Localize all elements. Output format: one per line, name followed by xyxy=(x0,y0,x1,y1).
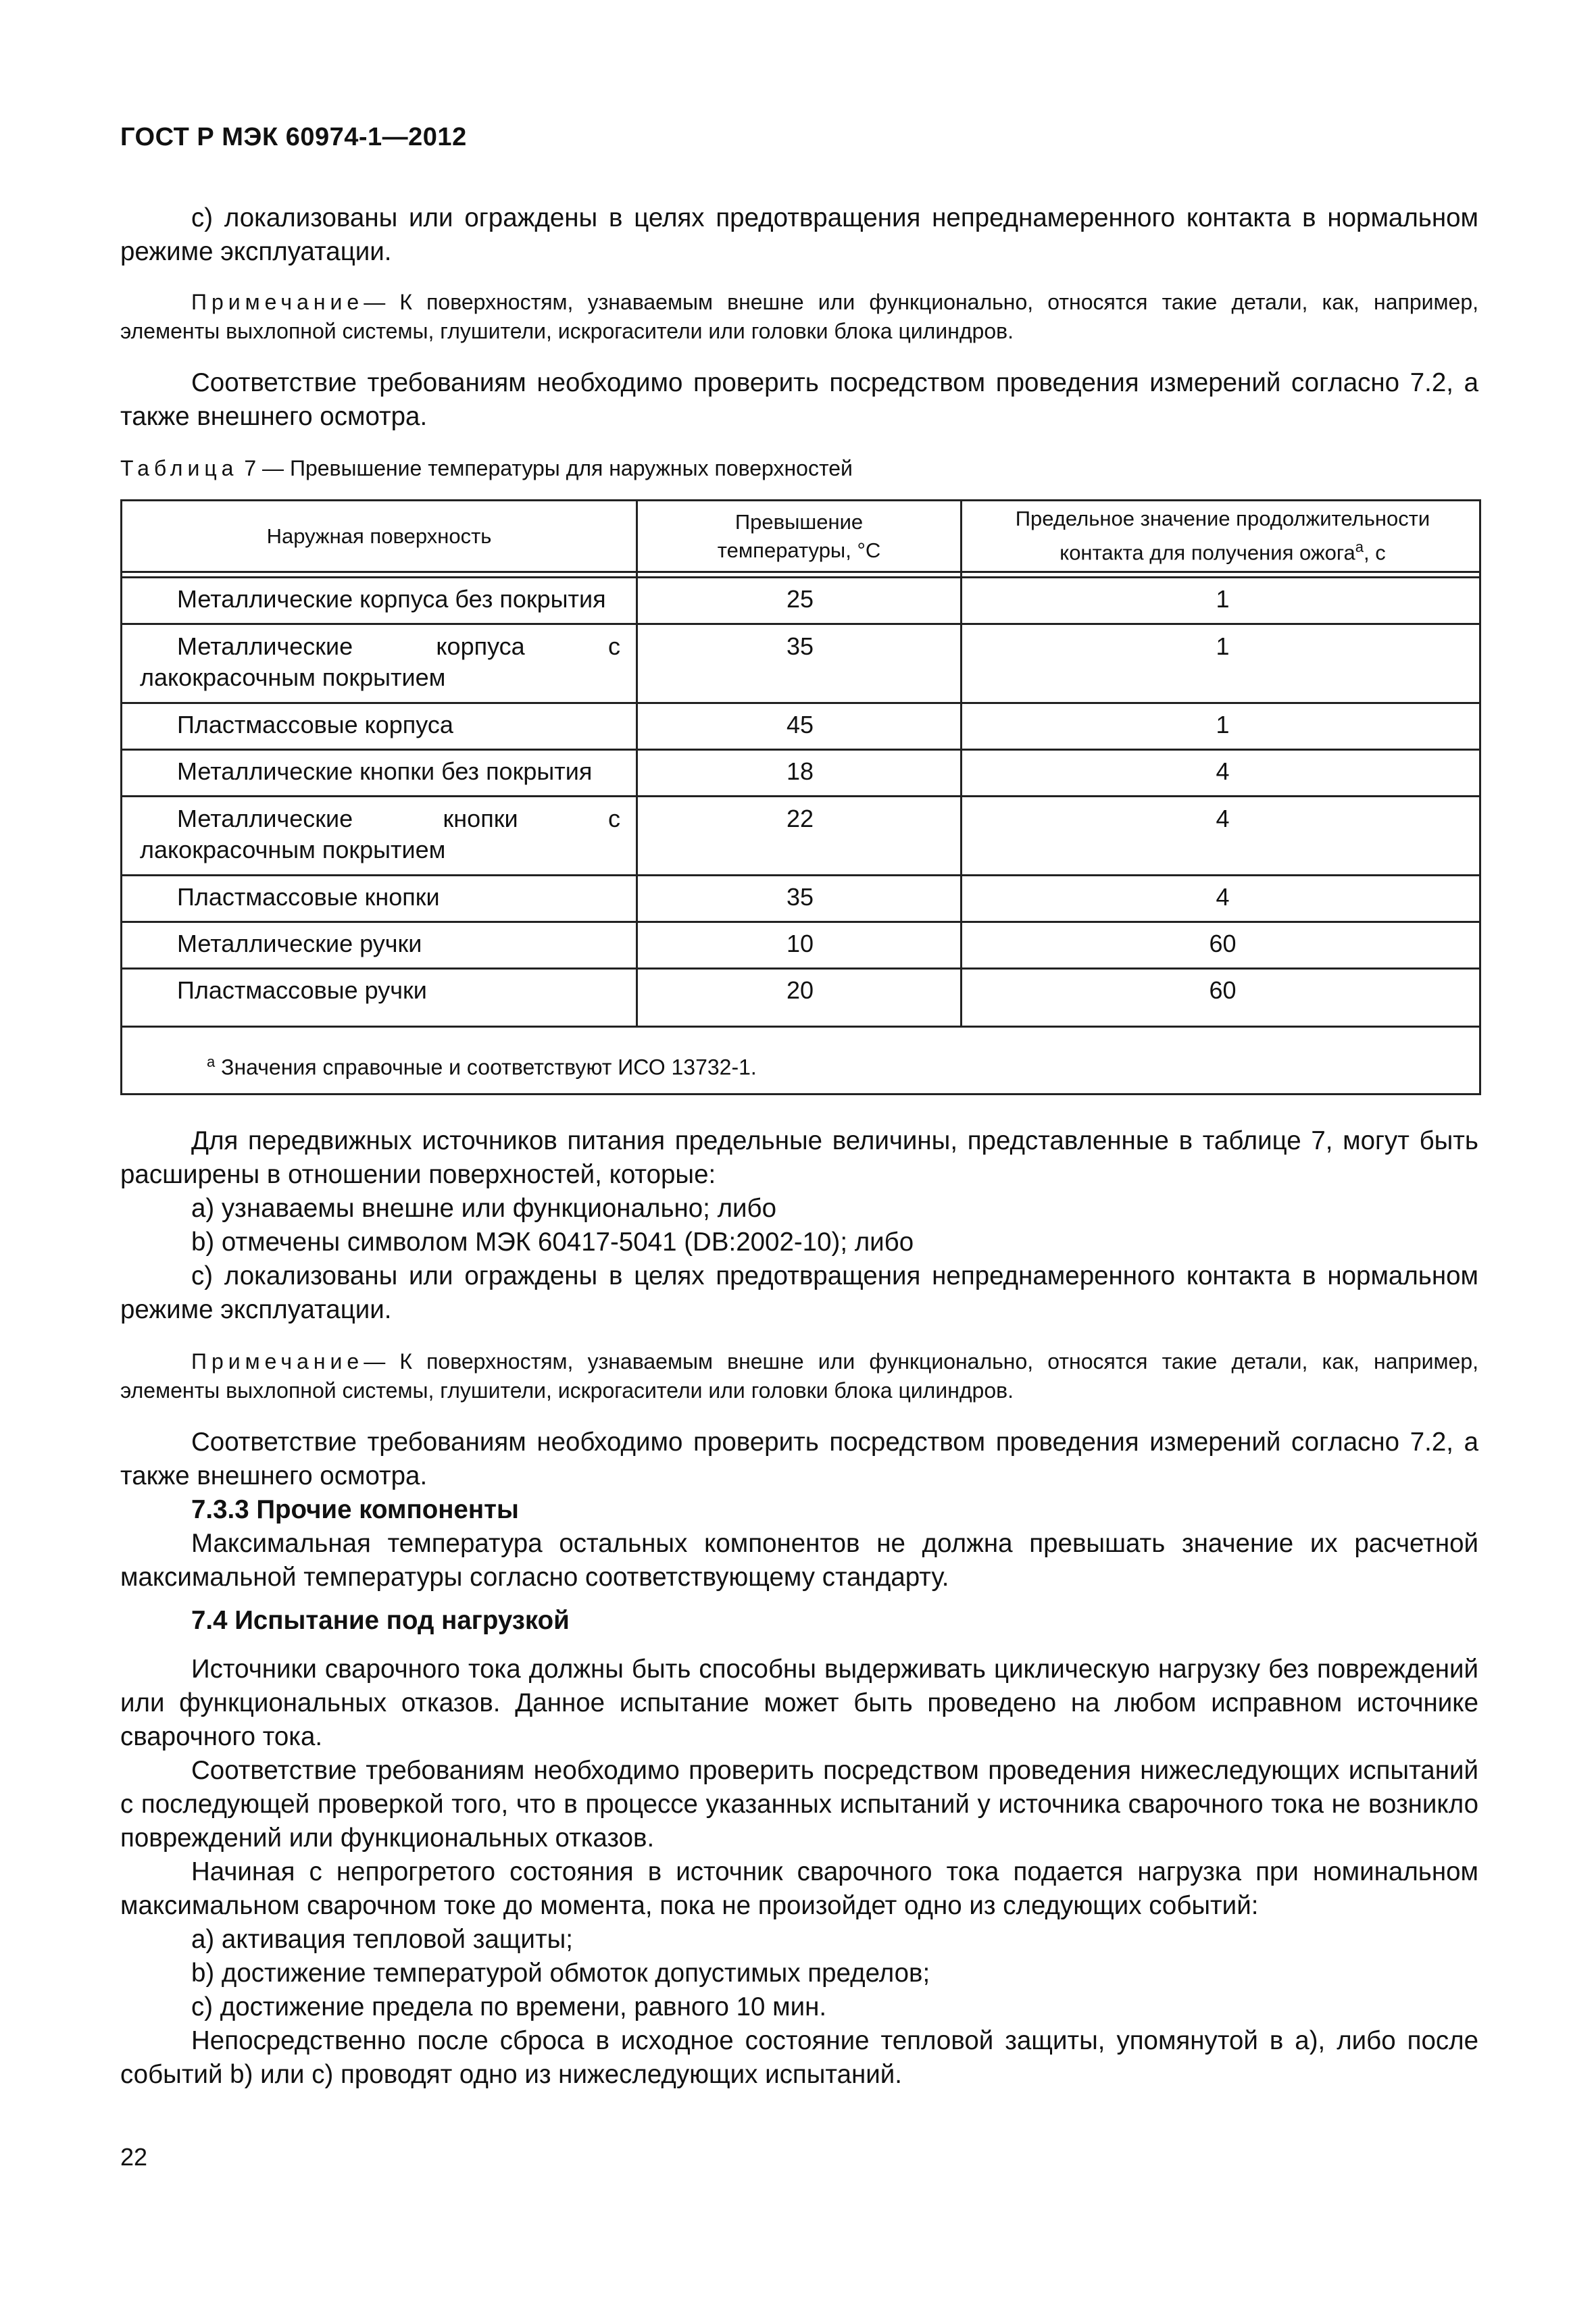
paragraph-item-c: c) локализованы или ограждены в целях предотвращения непреднамеренного контакта в нормальном режиме эксплуатации. xyxy=(120,203,1478,266)
footnote-text: Значения справочные и соответствуют ИСО 13732-1. xyxy=(215,1055,757,1080)
footnote-mark: a xyxy=(207,1053,216,1070)
note-label: Примечание xyxy=(191,1349,364,1374)
document-header: ГОСТ Р МЭК 60974-1—2012 xyxy=(120,123,467,151)
compliance-paragraph: Соответствие требованиям необходимо проверить посредством проведения измерений согласно 7.2, а также внешнего осмотра. xyxy=(120,1428,1478,1490)
table-header-surface: Наружная поверхность xyxy=(266,524,492,548)
temperature-table xyxy=(120,499,1481,1095)
table-row-rise: 35 xyxy=(786,632,814,660)
table-row-rise: 25 xyxy=(786,585,814,613)
table-header-time xyxy=(962,501,1483,571)
list-item: a) активация тепловой защиты; xyxy=(191,1925,573,1954)
table-row-time: 60 xyxy=(1209,976,1237,1004)
table-label: Таблица xyxy=(120,456,239,480)
table-row-rise: 20 xyxy=(786,976,814,1004)
table-row-rise: 10 xyxy=(786,930,814,957)
compliance-paragraph: Соответствие требованиям необходимо проверить посредством проведения измерений согласно 7.2, а также внешнего осмотра. xyxy=(120,368,1478,431)
table-row-time: 60 xyxy=(1209,930,1237,957)
table-footnote xyxy=(122,1047,1483,1082)
table-row-time: 4 xyxy=(1216,757,1230,785)
table-row-rise: 45 xyxy=(786,711,814,738)
table-row-surface: Металлические кнопки без покрытия xyxy=(177,757,593,785)
table-divider xyxy=(122,576,1479,578)
body-paragraph: Для передвижных источников питания предельные величины, представленные в таблице 7, могут быть расширены в отношении поверхностей, которые: xyxy=(120,1126,1478,1189)
note-label: Примечание xyxy=(191,290,364,314)
page-number: 22 xyxy=(120,2143,148,2171)
table-divider xyxy=(122,571,1479,573)
body-paragraph: Начиная с непрогретого состояния в источник сварочного тока подается нагрузка при номинальном максимальном сварочном токе до момента, пока не произойдет одно из следующих событий: xyxy=(120,1857,1478,1920)
table-header-time-text: Предельное значение продолжительности контакта для получения ожога$^a$, с xyxy=(1015,507,1430,565)
table-divider xyxy=(122,874,1479,876)
table-row-time: 1 xyxy=(1216,711,1230,738)
table-caption: 7 — Превышение температуры для наружных поверхностей xyxy=(244,456,853,480)
table-row-rise: 22 xyxy=(786,805,814,832)
body-paragraph: Соответствие требованиям необходимо проверить посредством проведения нижеследующих испытаний с последующей проверкой того, что в процессе указанных испытаний у источника сварочного тока не возникло повреждений или функциональных отказов. xyxy=(120,1756,1478,1853)
list-item: c) локализованы или ограждены в целях предотвращения непреднамеренного контакта в нормальном режиме эксплуатации. xyxy=(120,1261,1478,1324)
list-item: b) достижение температурой обмоток допустимых пределов; xyxy=(191,1959,930,1988)
table-divider xyxy=(122,967,1479,970)
table-row-surface: Металлические корпуса с лакокрасочным покрытием xyxy=(140,632,620,691)
table-row-time: 1 xyxy=(1216,585,1230,613)
list-item: b) отмечены символом МЭК 60417-5041 (DB:2002-10); либо xyxy=(191,1228,914,1257)
note-paragraph xyxy=(120,1347,1478,1405)
section-heading: 7.4 Испытание под нагрузкой xyxy=(191,1606,570,1635)
body-paragraph: Максимальная температура остальных компонентов не должна превышать значение их расчетной максимальной температуры согласно соответствующему стандарту. xyxy=(120,1529,1478,1592)
table-header-rise: Превышение температуры, °C xyxy=(717,509,881,562)
list-item: c) достижение предела по времени, равного 10 мин. xyxy=(191,1992,827,2021)
table-divider xyxy=(122,1026,1479,1028)
table-title xyxy=(120,454,853,483)
table-row-time: 4 xyxy=(1216,805,1230,832)
note-text: — К поверхностям, узнаваемым внешне или функционально, относятся такие детали, как, например, элементы выхлопной системы, глушители, искрогасители или головки блока цилиндров. xyxy=(120,1349,1478,1403)
table-divider xyxy=(122,623,1479,625)
table-divider xyxy=(122,795,1479,797)
table-divider xyxy=(122,749,1479,751)
table-row-surface: Пластмассовые ручки xyxy=(177,976,427,1004)
table-divider xyxy=(122,702,1479,704)
body-paragraph: Непосредственно после сброса в исходное состояние тепловой защиты, упомянутой в a), либо после событий b) или c) проводят одно из нижеследующих испытаний. xyxy=(120,2026,1478,2089)
section-heading: 7.3.3 Прочие компоненты xyxy=(191,1495,519,1524)
note-paragraph xyxy=(120,288,1478,346)
table-row-surface: Пластмассовые кнопки xyxy=(177,883,440,911)
table-row-rise: 18 xyxy=(786,757,814,785)
table-row-surface: Пластмассовые корпуса xyxy=(177,711,453,738)
table-row-surface: Металлические корпуса без покрытия xyxy=(177,585,606,613)
table-row-rise: 35 xyxy=(786,883,814,911)
note-text: — К поверхностям, узнаваемым внешне или функционально, относятся такие детали, как, например, элементы выхлопной системы, глушители, искрогасители или головки блока цилиндров. xyxy=(120,290,1478,343)
list-item: a) узнаваемы внешне или функционально; либо xyxy=(191,1194,777,1223)
table-row-surface: Металлические кнопки с лакокрасочным покрытием xyxy=(140,805,620,863)
table-row-surface: Металлические ручки xyxy=(177,930,422,957)
body-paragraph: Источники сварочного тока должны быть способны выдерживать циклическую нагрузку без повреждений или функциональных отказов. Данное испытание может быть проведено на любом исправном источнике сварочного тока. xyxy=(120,1655,1478,1751)
table-divider xyxy=(122,921,1479,923)
table-row-time: 1 xyxy=(1216,632,1230,660)
table-row-time: 4 xyxy=(1216,883,1230,911)
